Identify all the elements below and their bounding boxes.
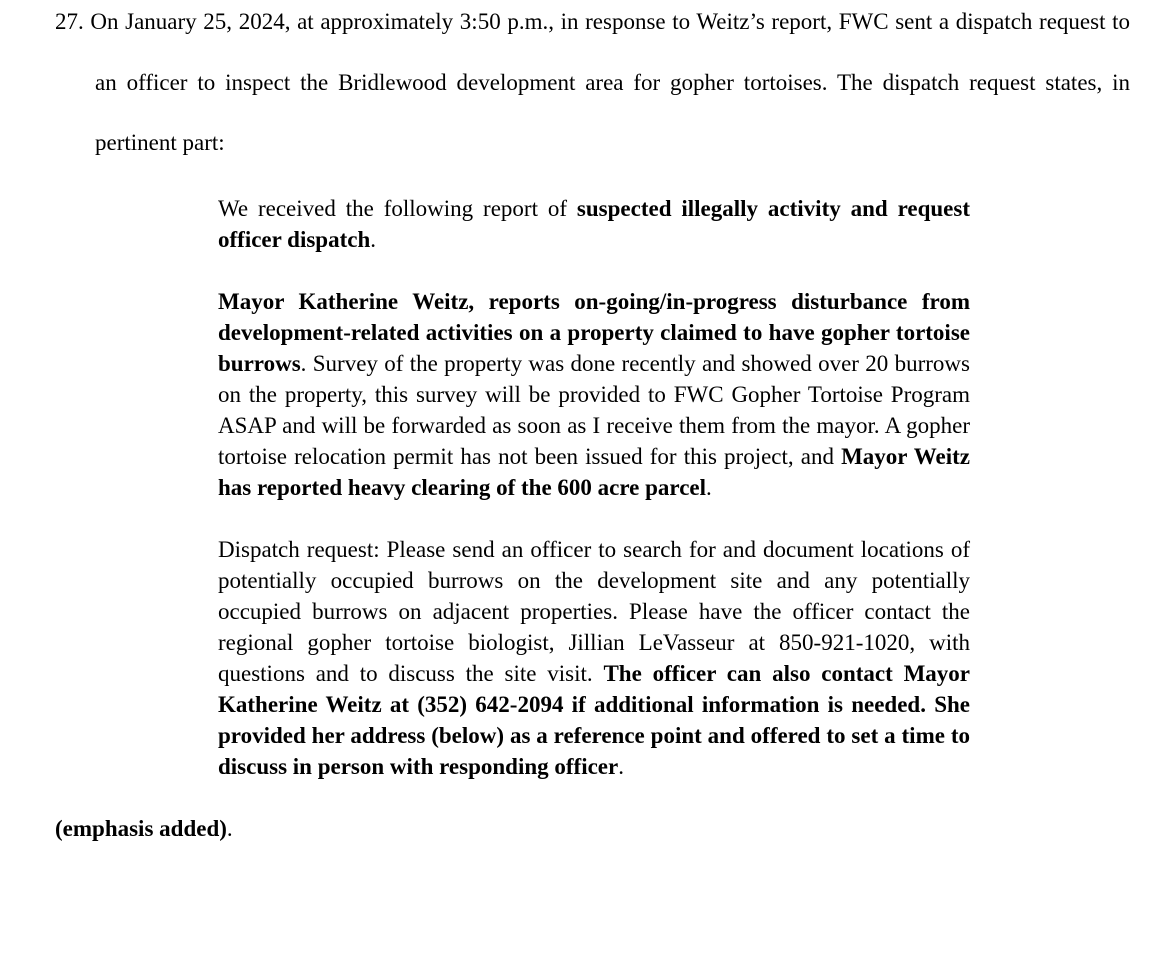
quote-1-segment: We received the following report of bbox=[218, 195, 577, 221]
quote-2-bold-segment: Mayor Weitz has reported heavy clearing of the 600 acre parcel bbox=[218, 443, 970, 500]
quote-3-segment: Dispatch request: Please send an officer to search for and document locations of potentially occupied burrows on the development site and any potentially occupied burrows on adjacent properties. Please have the officer contact the regional gopher tortoise biologist, Jillian LeVasseur at 850-921-1020, with questions and to discuss the site visit. bbox=[218, 536, 970, 686]
paragraph-27-text: On January 25, 2024, at approximately 3:50 p.m., in response to Weitz’s report, FWC sent a dispatch request to an officer to inspect the Bridlewood development area for gopher tortoises. The dispatch request states, in pertinent part: bbox=[90, 9, 1130, 155]
emphasis-added-period: . bbox=[226, 815, 233, 841]
quote-3-bold-segment: The officer can also contact Mayor Katherine Weitz at (352) 642-2094 if additional information is needed. She provided her address (below) as a reference point and offered to set a time to discuss in person with responding officer bbox=[218, 660, 970, 779]
quote-paragraph-2 bbox=[218, 286, 970, 503]
quote-2-segment: . bbox=[706, 474, 712, 500]
emphasis-added-note bbox=[55, 813, 1162, 844]
quote-paragraph-1 bbox=[218, 193, 970, 255]
quote-2-bold-segment: Mayor Katherine Weitz, reports on-going/in-progress disturbance from development-related activities on a property claimed to have gopher tortoise burrows bbox=[218, 288, 970, 376]
paragraph-number: 27. bbox=[55, 9, 84, 34]
dispatch-request-blockquote bbox=[218, 193, 970, 782]
quote-3-segment: . bbox=[618, 753, 624, 779]
paragraph-27 bbox=[0, 0, 1130, 174]
quote-1-segment: . bbox=[370, 226, 377, 252]
emphasis-added-bold: (emphasis added) bbox=[55, 815, 227, 841]
quote-1-bold-segment: suspected illegally activity and request officer dispatch bbox=[218, 195, 970, 252]
quote-paragraph-3 bbox=[218, 534, 970, 782]
quote-2-segment: . Survey of the property was done recently and showed over 20 burrows on the property, this survey will be provided to FWC Gopher Tortoise Program ASAP and will be forwarded as soon as I receive them from the mayor. A gopher tortoise relocation permit has not been issued for this project, and bbox=[218, 350, 970, 469]
